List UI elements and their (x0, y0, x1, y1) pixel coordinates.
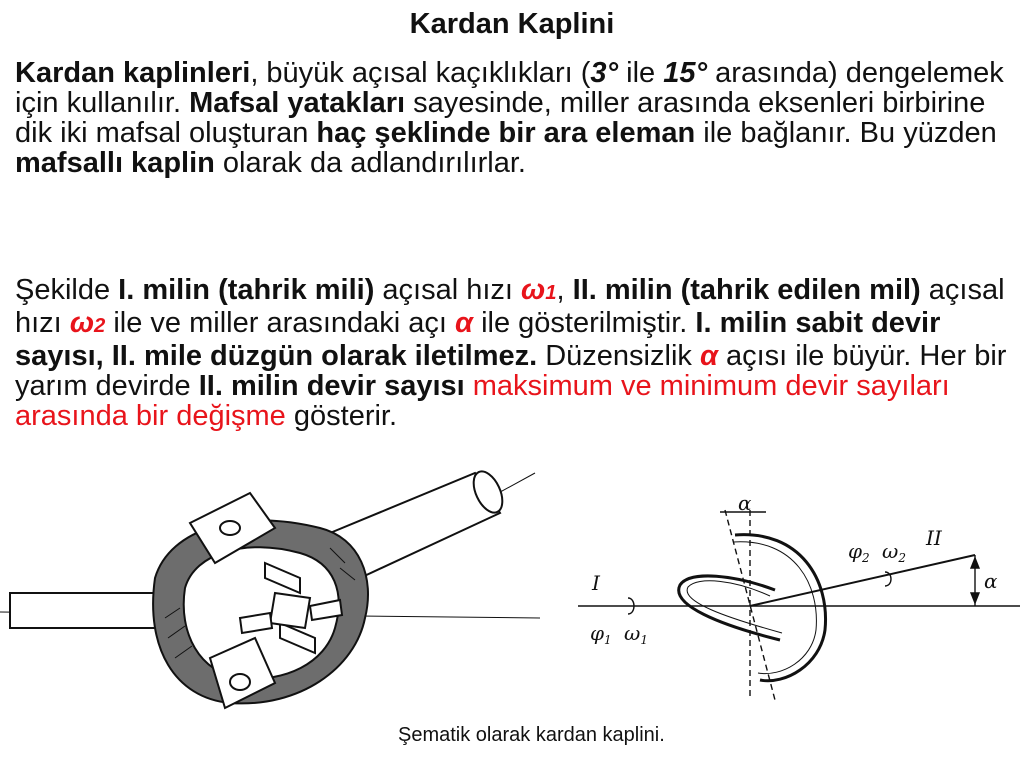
universal-joint-illustration (0, 468, 570, 723)
term-devir-sayisi: II. milin devir sayısı (198, 370, 465, 402)
omega-symbol: ω (521, 274, 546, 306)
label-omega1 (624, 621, 648, 647)
label-shaft-1: I (592, 571, 600, 595)
schematic-diagram (570, 490, 1024, 705)
omega-subscript: 1 (545, 282, 557, 304)
term-kardan-kaplinleri: Kardan kaplinleri (15, 57, 251, 89)
omega2-symbol: ω (882, 539, 899, 563)
omega1-symbol: ω (624, 621, 641, 645)
statement-nonuniform: I. milin sabit devir sayısı, II. mile düzgün olarak iletilmez. (15, 307, 941, 372)
term-milin-1: I. milin (tahrik mili) (118, 274, 375, 306)
label-omega2 (882, 539, 906, 565)
term-milin-2: II. milin (tahrik edilen mil) (572, 274, 921, 306)
figure-caption: Şematik olarak kardan kaplini. (398, 724, 665, 746)
label-alpha-right: α (984, 569, 998, 593)
phi2-subscript: 2 (862, 551, 870, 565)
text-span: olarak da adlandırılırlar. (214, 147, 526, 179)
text-span: , büyük açısal kaçıklıkları ( (250, 57, 591, 89)
omega-symbol: ω (69, 307, 95, 339)
term-mafsalli-kaplin: mafsallı kaplin (15, 147, 215, 179)
label-alpha-top: α (738, 491, 752, 515)
paragraph-description (15, 275, 1020, 431)
text-span: ile ve miller arasındaki açı (105, 307, 456, 339)
yoke-1-arc (679, 576, 780, 640)
label-shaft-2: II (926, 526, 942, 550)
symbol-omega1 (521, 274, 556, 306)
angle-max: 15° (663, 57, 708, 89)
text-span: arasında) dengelemek için kullanılır. (15, 57, 1004, 119)
symbol-alpha: α (699, 340, 718, 372)
text-span: ile bağlanır. Bu yüzden (695, 117, 997, 149)
phi2-symbol: φ (848, 539, 863, 563)
text-span: açısı ile büyür. Her bir yarım devirde (15, 340, 1007, 402)
text-span: ile gösterilmiştir. (473, 307, 696, 339)
red-highlight: maksimum ve minimum devir sayıları arasında bir değişme (15, 370, 950, 432)
text-span: açısal hızı (15, 274, 1005, 339)
omega2-subscript: 2 (898, 551, 906, 565)
phi1-symbol: φ (590, 621, 605, 645)
paragraph-intro (15, 58, 1020, 178)
omega1-subscript: 1 (640, 633, 648, 647)
text-span: Düzensizlik (537, 340, 700, 372)
text-span: ile (618, 57, 664, 89)
label-phi1 (590, 621, 612, 647)
angle-min: 3° (590, 57, 619, 89)
label-phi2 (848, 539, 870, 565)
text-span: Şekilde (15, 274, 119, 306)
slide-title: Kardan Kaplini (409, 8, 615, 40)
symbol-omega2 (70, 307, 105, 339)
text-span: sayesinde, miller arasında eksenleri birbirine dik iki mafsal oluşturan (15, 87, 986, 149)
text-span: gösterir. (285, 400, 398, 432)
yoke-2-arc (735, 535, 826, 681)
text-span: , (556, 274, 573, 306)
omega-subscript: 2 (94, 315, 106, 337)
phi1-subscript: 1 (604, 633, 612, 647)
term-hac-seklinde: haç şeklinde bir ara eleman (316, 117, 696, 149)
symbol-alpha: α (455, 307, 474, 339)
text-span: açısal hızı (374, 274, 522, 306)
term-mafsal-yataklari: Mafsal yatakları (189, 87, 406, 119)
